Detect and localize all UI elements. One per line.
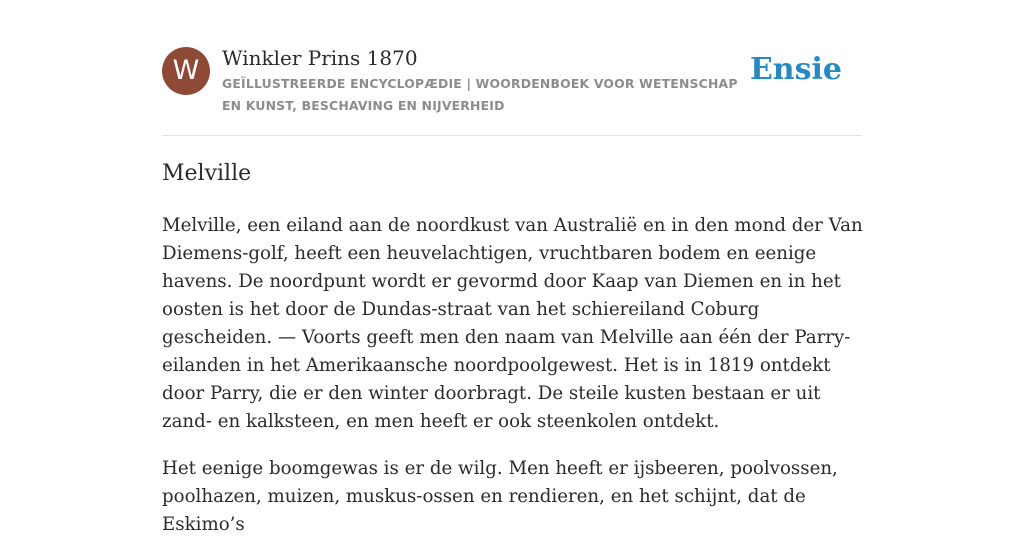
source-header (162, 44, 862, 136)
article-title: Melville (162, 161, 252, 186)
source-title[interactable]: Winkler Prins 1870 (222, 46, 418, 70)
article-paragraph: Het eenige boomgewas is er de wilg. Men heeft er ijsbeeren, poolvossen, poolhazen, muizen, muskus-ossen en rendieren, en het schijnt, dat de Eskimo’s (162, 458, 838, 535)
article-paragraph: Melville, een eiland aan de noordkust van Australië en in den mond der Van Diemens-golf, heeft een heuvelachtigen, vruchtbaren bodem en eenige havens. De noordpunt wordt er gevormd door Kaap van Diemen en in het oosten is het door de Dundas-straat van het schiereiland Coburg gescheiden. — Voorts geeft men den naam van Melville aan één der Parry-eilanden in het Amerikaansche noordpoolgewest. Het is in 1819 ontdekt door Parry, die er den winter doorbragt. De steile kusten bestaan er uit zand- en kalksteen, en men heeft er ook steenkolen ontdekt. (162, 215, 863, 432)
ensie-logo[interactable]: Ensie (749, 52, 842, 87)
source-avatar[interactable]: W (162, 47, 210, 95)
source-subtitle: GEÏLLUSTREERDE ENCYCLOPÆDIE | WOORDENBOEK VOOR WETENSCHAP EN KUNST, BESCHAVING EN NIJVERHEID (222, 76, 738, 113)
article-body (162, 212, 872, 558)
header-divider (162, 135, 862, 136)
